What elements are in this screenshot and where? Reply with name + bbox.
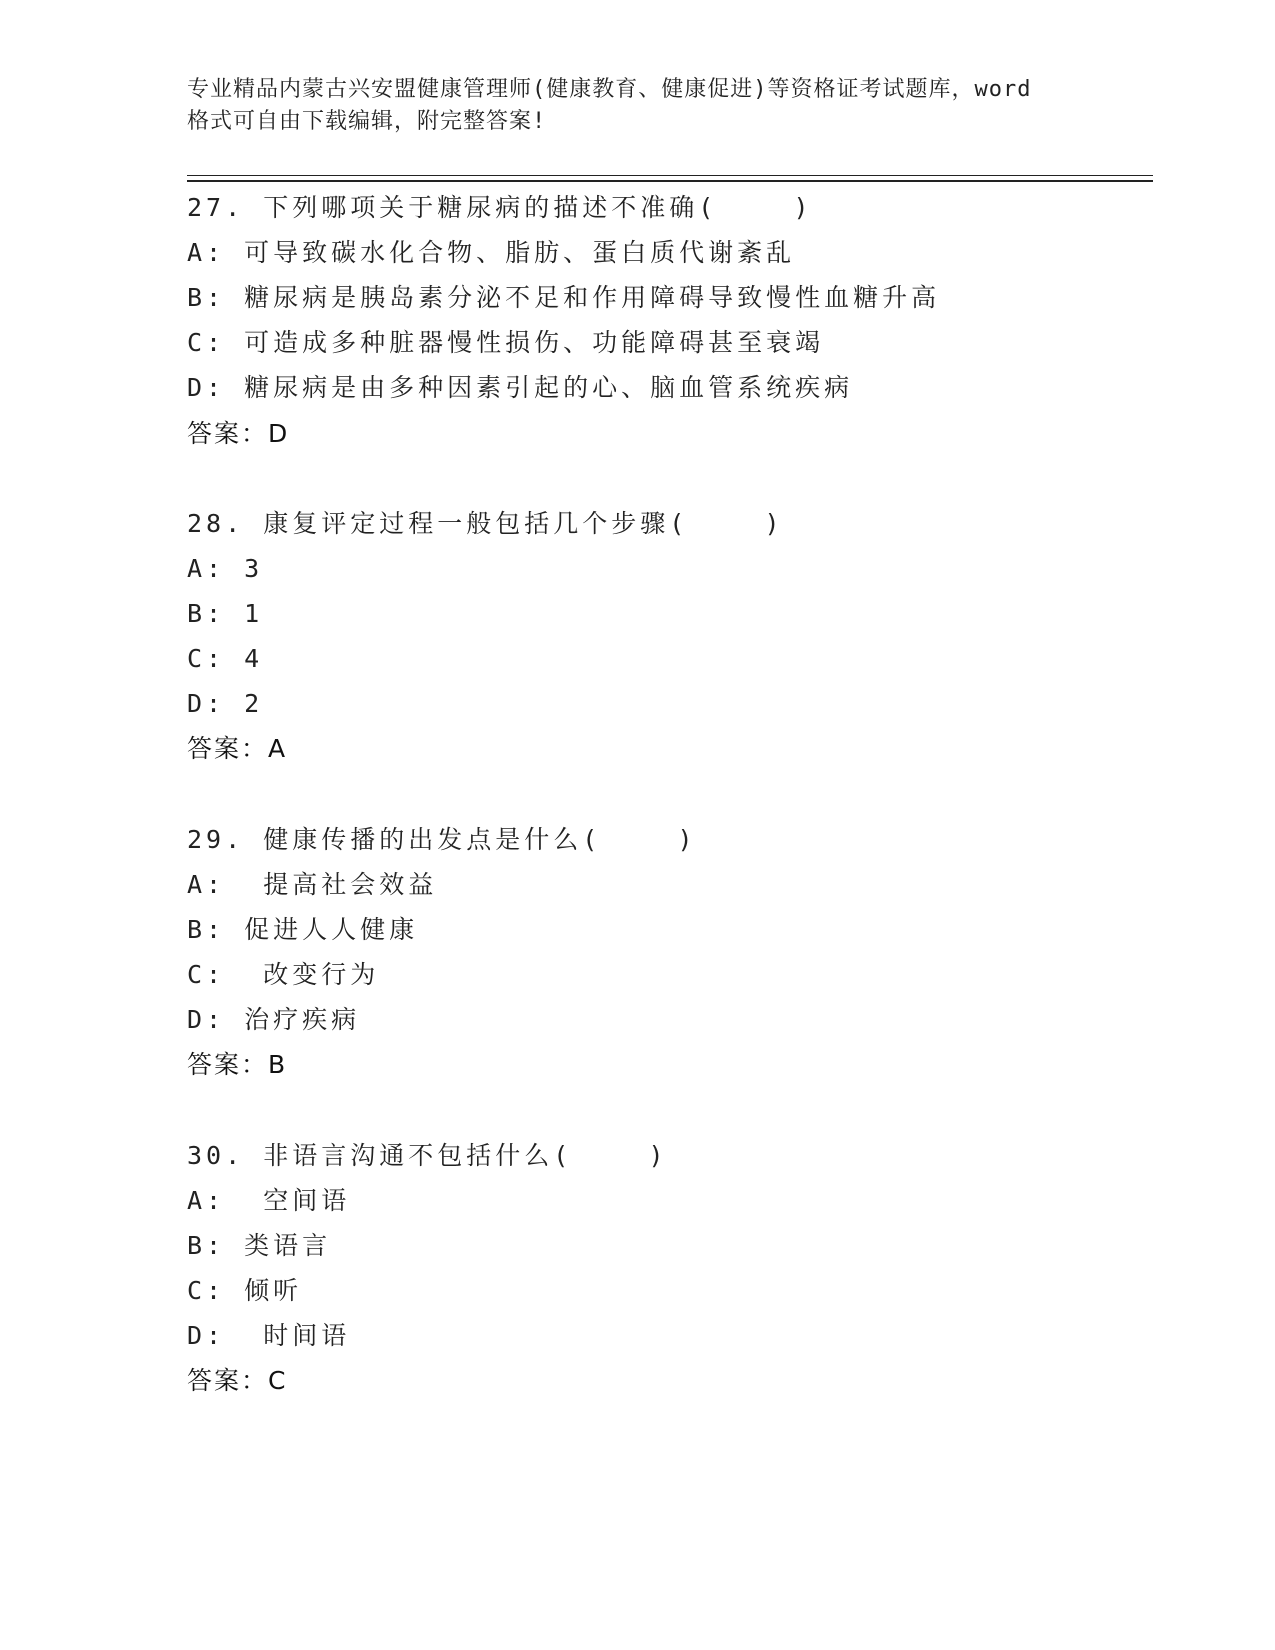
- question-30-answer: 答案：C: [187, 1366, 288, 1395]
- question-30-stem: 30. 非语言沟通不包括什么( ): [187, 1141, 668, 1170]
- question-29-option-d: D: 治疗疾病: [187, 1005, 361, 1034]
- header-rule-thin: [187, 175, 1153, 176]
- header-line-2: 格式可自由下载编辑，附完整答案!: [187, 109, 547, 134]
- question-29-option-a: A: 提高社会效益: [187, 870, 438, 899]
- question-30-option-d: D: 时间语: [187, 1321, 351, 1350]
- document-header: [187, 74, 1087, 138]
- question-29-option-b: B: 促进人人健康: [187, 915, 419, 944]
- header-line-1: 专业精品内蒙古兴安盟健康管理师(健康教育、健康促进)等资格证考试题库，word: [187, 77, 1032, 102]
- question-30-option-b: B: 类语言: [187, 1231, 332, 1260]
- question-27-option-c: C: 可造成多种脏器慢性损伤、功能障碍甚至衰竭: [187, 328, 825, 357]
- question-27-option-a: A: 可导致碳水化合物、脂肪、蛋白质代谢紊乱: [187, 238, 796, 267]
- question-29-stem: 29. 健康传播的出发点是什么( ): [187, 825, 697, 854]
- question-28-stem: 28. 康复评定过程一般包括几个步骤( ): [187, 509, 784, 538]
- question-27-stem: 27. 下列哪项关于糖尿病的描述不准确( ): [187, 193, 813, 222]
- header-rule-thick: [187, 180, 1153, 182]
- question-28-option-c: C: 4: [187, 644, 264, 673]
- question-28-option-b: B: 1: [187, 599, 264, 628]
- question-30-option-c: C: 倾听: [187, 1276, 303, 1305]
- question-28-option-a: A: 3: [187, 554, 264, 583]
- question-30-option-a: A: 空间语: [187, 1186, 351, 1215]
- question-28-option-d: D: 2: [187, 689, 264, 718]
- question-29-answer: 答案：B: [187, 1050, 288, 1079]
- question-27-option-b: B: 糖尿病是胰岛素分泌不足和作用障碍导致慢性血糖升高: [187, 283, 941, 312]
- question-29-option-c: C: 改变行为: [187, 960, 380, 989]
- question-27-answer: 答案：D: [187, 419, 290, 448]
- question-27-option-d: D: 糖尿病是由多种因素引起的心、脑血管系统疾病: [187, 373, 854, 402]
- question-28-answer: 答案：A: [187, 734, 288, 763]
